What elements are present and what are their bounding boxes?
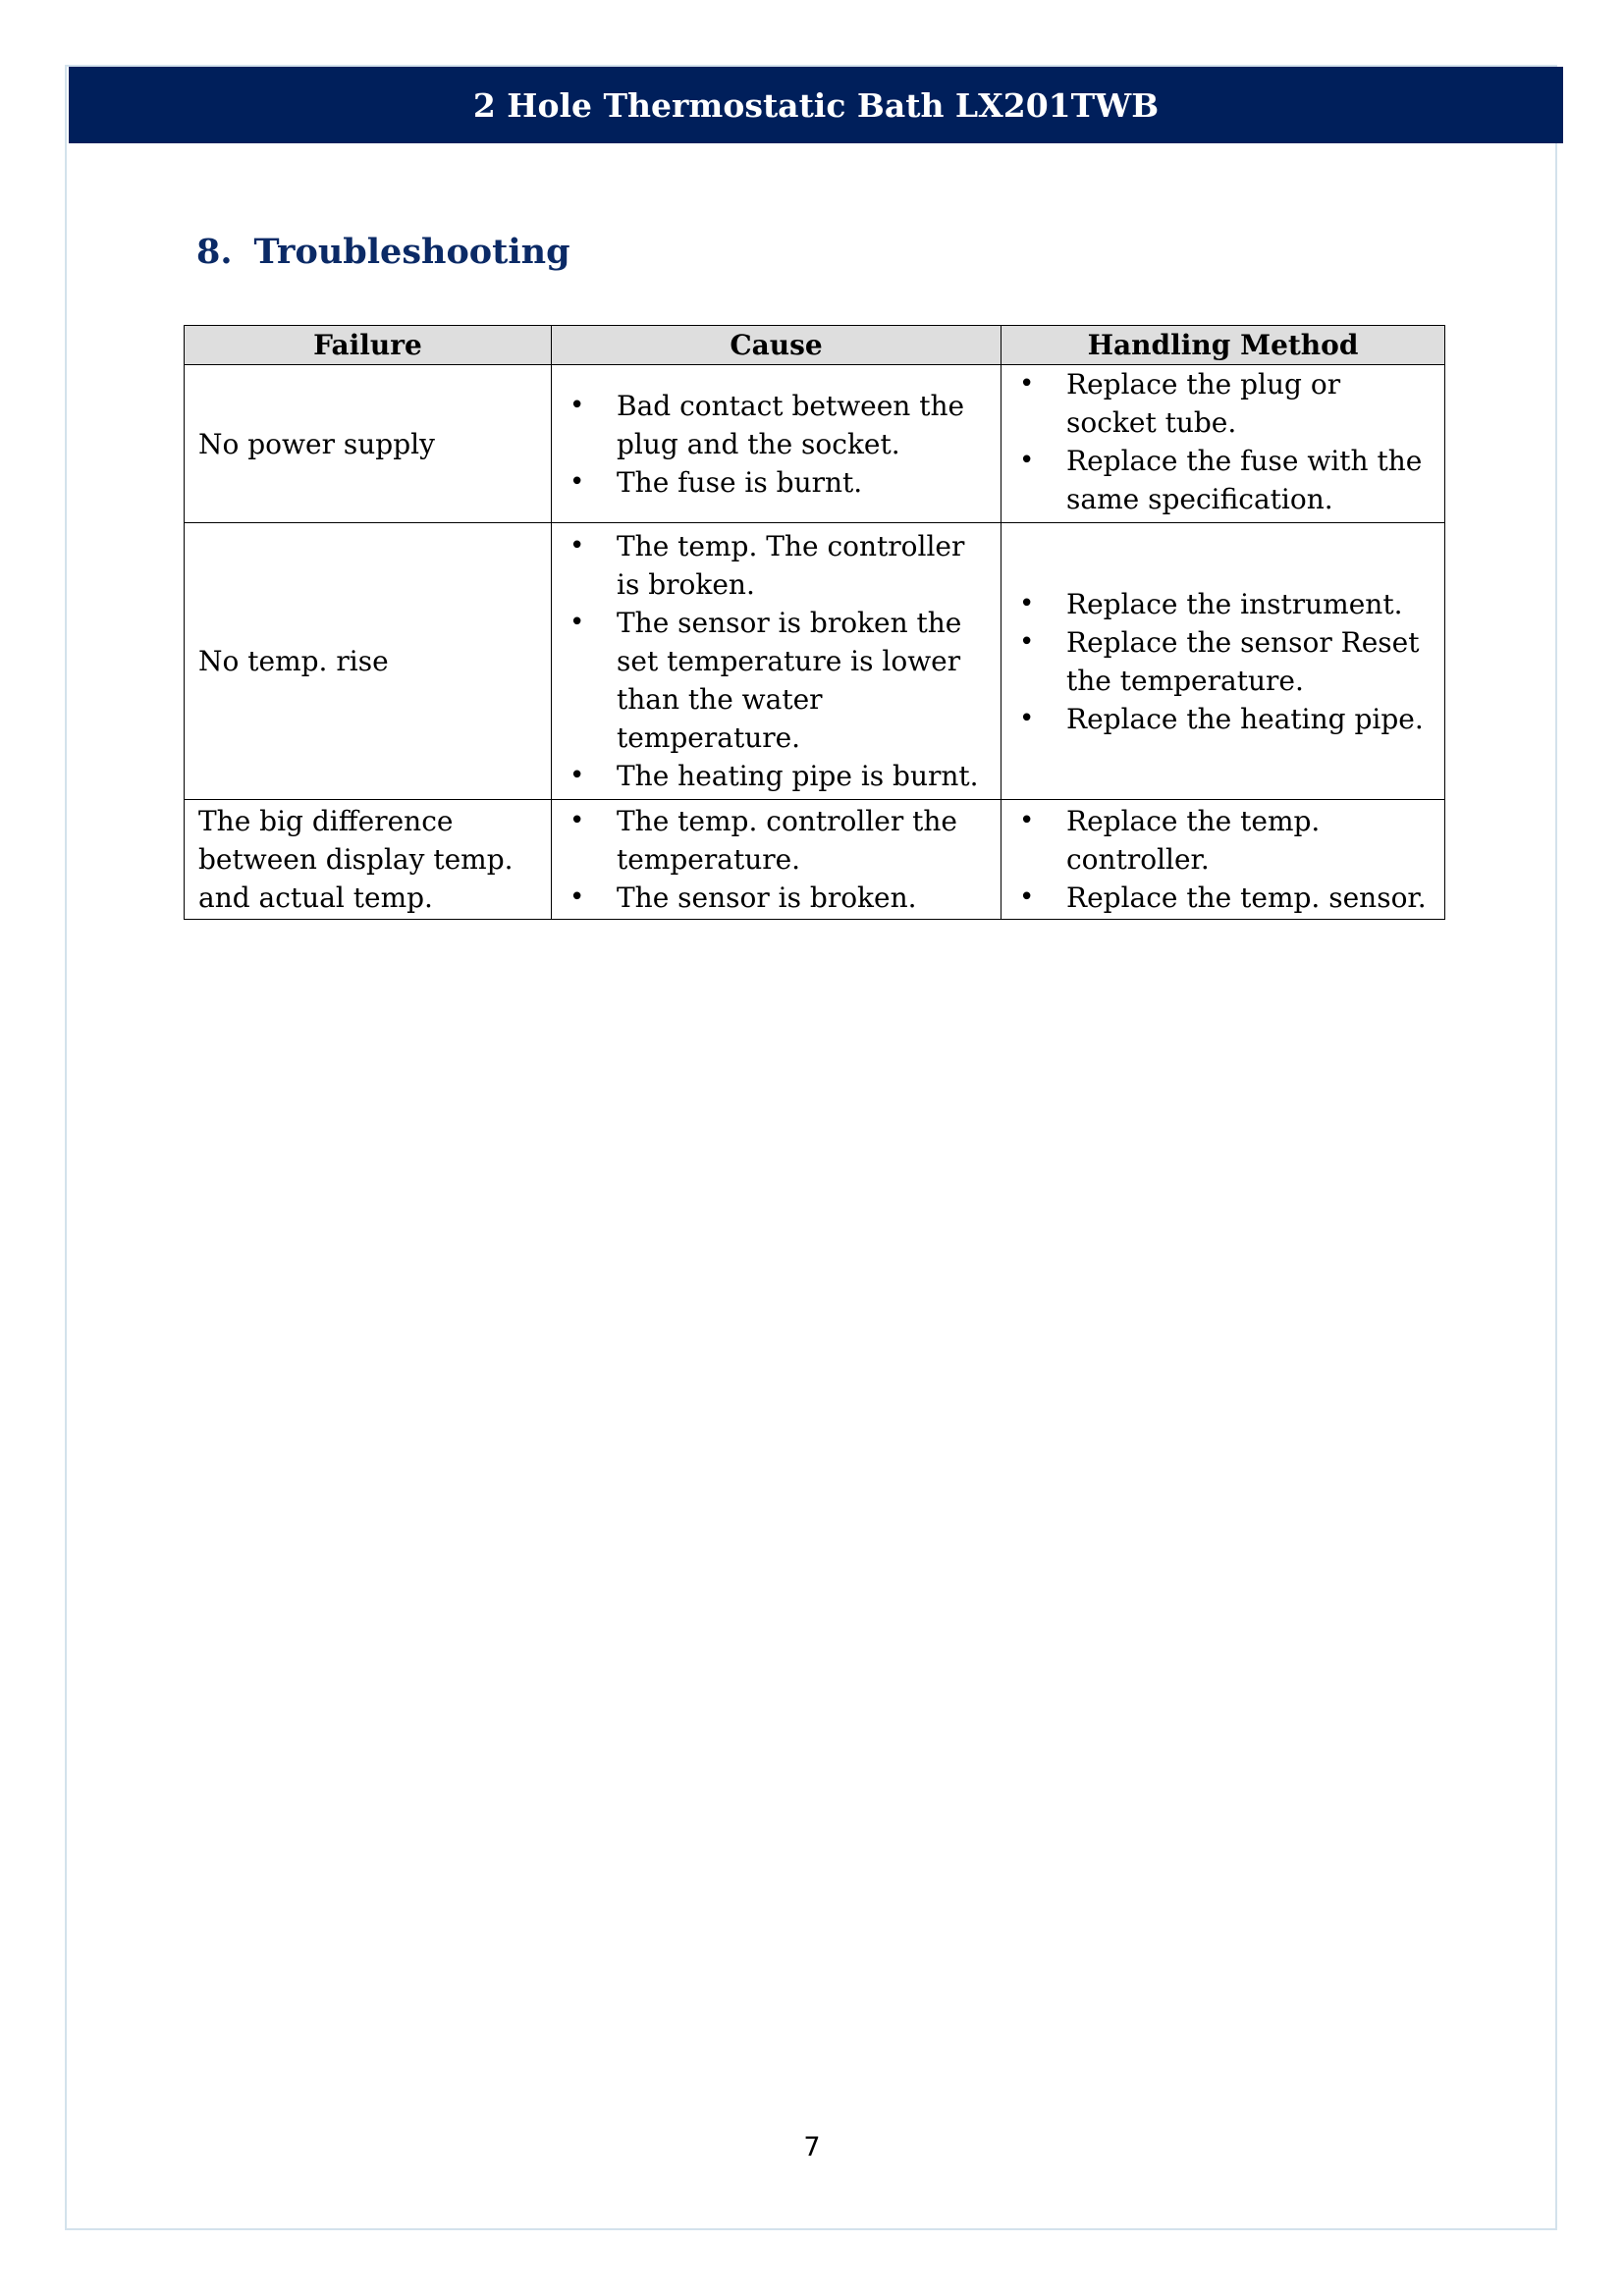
list-item	[1015, 365, 1435, 442]
failure-cell: The big difference between display temp. and actual temp.	[185, 800, 552, 920]
bullet-icon: •	[569, 390, 585, 420]
list-item	[1015, 623, 1435, 700]
section-number: 8.	[196, 232, 233, 272]
bullet-icon: •	[1019, 369, 1035, 399]
method-cell	[1001, 800, 1445, 920]
method-text: Replace the temp. sensor.	[1066, 881, 1427, 914]
bullet-icon: •	[1019, 882, 1035, 912]
list-item	[1015, 585, 1435, 623]
method-cell	[1001, 523, 1445, 800]
cause-text: The temp. The controller is broken.	[617, 530, 965, 601]
cause-text: The temp. controller the temperature.	[617, 805, 957, 876]
bullet-icon: •	[569, 882, 585, 912]
list-item	[566, 387, 991, 463]
list-item	[566, 879, 991, 917]
method-list	[1015, 585, 1435, 738]
section-heading	[196, 232, 570, 272]
table-row	[185, 800, 1445, 920]
troubleshooting-table	[184, 325, 1445, 920]
failure-cell: No power supply	[185, 365, 552, 523]
document-title: 2 Hole Thermostatic Bath LX201TWB	[472, 85, 1160, 125]
header-handling-method: Handling Method	[1001, 326, 1445, 365]
method-cell	[1001, 365, 1445, 523]
list-item	[1015, 802, 1435, 879]
bullet-icon: •	[569, 806, 585, 835]
bullet-icon: •	[569, 466, 585, 497]
list-item	[1015, 700, 1435, 738]
cause-list	[566, 527, 991, 795]
table-header-row	[185, 326, 1445, 365]
list-item	[566, 802, 991, 879]
header-bar	[69, 67, 1563, 143]
method-text: Replace the fuse with the same specification.	[1066, 445, 1423, 515]
bullet-icon: •	[1019, 806, 1035, 835]
cause-text: The sensor is broken the set temperature is lower than the water temperature.	[617, 607, 962, 754]
failure-cell: No temp. rise	[185, 523, 552, 800]
cause-cell	[552, 365, 1001, 523]
list-item	[1015, 442, 1435, 518]
table-row	[185, 365, 1445, 523]
table-row	[185, 523, 1445, 800]
method-text: Replace the temp. controller.	[1066, 805, 1321, 876]
bullet-icon: •	[569, 608, 585, 637]
page-number: 7	[803, 2132, 821, 2163]
method-text: Replace the heating pipe.	[1066, 702, 1424, 735]
bullet-icon: •	[1019, 588, 1035, 618]
list-item	[566, 604, 991, 757]
cause-list	[566, 802, 991, 917]
bullet-icon: •	[1019, 703, 1035, 733]
bullet-icon: •	[1019, 446, 1035, 475]
method-text: Replace the plug or socket tube.	[1066, 368, 1341, 439]
cause-text: The heating pipe is burnt.	[617, 760, 979, 792]
header-failure: Failure	[185, 326, 552, 365]
list-item	[566, 527, 991, 604]
bullet-icon: •	[569, 761, 585, 790]
method-list	[1015, 802, 1435, 917]
method-text: Replace the sensor Reset the temperature.	[1066, 625, 1420, 697]
list-item	[566, 757, 991, 795]
cause-text: The fuse is burnt.	[617, 465, 863, 499]
method-text: Replace the instrument.	[1066, 587, 1403, 620]
cause-text: Bad contact between the plug and the socket.	[617, 389, 965, 460]
cause-list	[566, 387, 991, 502]
cause-cell	[552, 800, 1001, 920]
cause-cell	[552, 523, 1001, 800]
bullet-icon: •	[569, 531, 585, 561]
list-item	[1015, 879, 1435, 917]
header-cause: Cause	[552, 326, 1001, 365]
section-title: Troubleshooting	[253, 232, 570, 272]
bullet-icon: •	[1019, 626, 1035, 657]
list-item	[566, 463, 991, 502]
method-list	[1015, 365, 1435, 518]
cause-text: The sensor is broken.	[617, 881, 917, 914]
